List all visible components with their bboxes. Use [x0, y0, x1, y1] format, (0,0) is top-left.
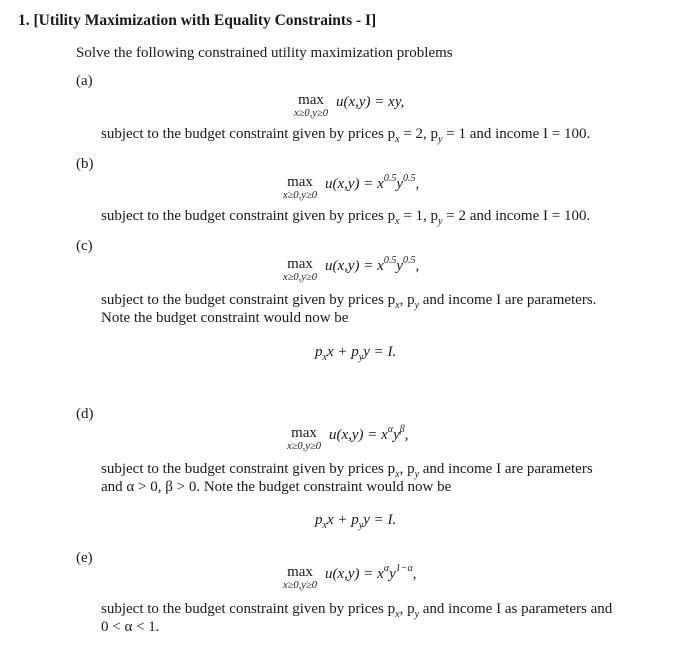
problem-intro: Solve the following constrained utility maximization problems: [76, 45, 453, 61]
part-e-label: (e): [76, 550, 93, 566]
part-c-constraint: $p_xx + p_yy = I$.: [315, 344, 397, 363]
part-c-label: (c): [76, 238, 93, 254]
part-d-text-line2: and α > 0, β > 0. Note the budget constraint would now be: [101, 479, 452, 495]
max-operator: max x≥0,y≥0: [287, 425, 321, 452]
part-b-label: (b): [76, 156, 94, 172]
part-d-text-line1: subject to the budget constraint given by prices $p_x$, $p_y$ and income I are parameters: [101, 461, 593, 480]
max-operator: max x≥0,y≥0: [283, 256, 317, 283]
max-operator: max x≥0,y≥0: [294, 92, 328, 119]
part-b-text: subject to the budget constraint given by prices $p_x = 1$, $p_y = 2$ and income I = 100.: [101, 208, 591, 227]
part-d-label: (d): [76, 406, 94, 422]
part-b-equation: max x≥0,y≥0 $u(x,y) = x^{0.5}y^{0.5}$,: [283, 173, 420, 201]
max-operator: max x≥0,y≥0: [283, 564, 317, 591]
part-d-equation: max x≥0,y≥0 $u(x,y) = x^\alpha y^\beta$,: [287, 424, 409, 452]
problem-title: 1. [Utility Maximization with Equality Constraints - I]: [18, 12, 377, 29]
part-d-constraint: $p_xx + p_yy = I$.: [315, 512, 397, 531]
part-a-label: (a): [76, 73, 93, 89]
part-e-equation: max x≥0,y≥0 $u(x,y) = x^\alpha y^{1-\alpha}$,: [283, 563, 417, 591]
part-c-equation: max x≥0,y≥0 $u(x,y) = x^{0.5}y^{0.5}$,: [283, 255, 420, 283]
part-e-text-line1: subject to the budget constraint given by prices $p_x$, $p_y$ and income I as parameters and: [101, 601, 613, 620]
part-a-text: subject to the budget constraint given by prices $p_x = 2$, $p_y = 1$ and income I = 100.: [101, 126, 591, 145]
max-operator: max x≥0,y≥0: [283, 174, 317, 201]
part-e-text-line2: 0 < α < 1.: [101, 619, 160, 635]
part-c-text-line1: subject to the budget constraint given by prices $p_x$, $p_y$ and income I are parameters.: [101, 292, 597, 311]
part-a-equation: max x≥0,y≥0 u(x,y) = xy,: [294, 92, 405, 119]
part-c-text-line2: Note the budget constraint would now be: [101, 310, 349, 326]
